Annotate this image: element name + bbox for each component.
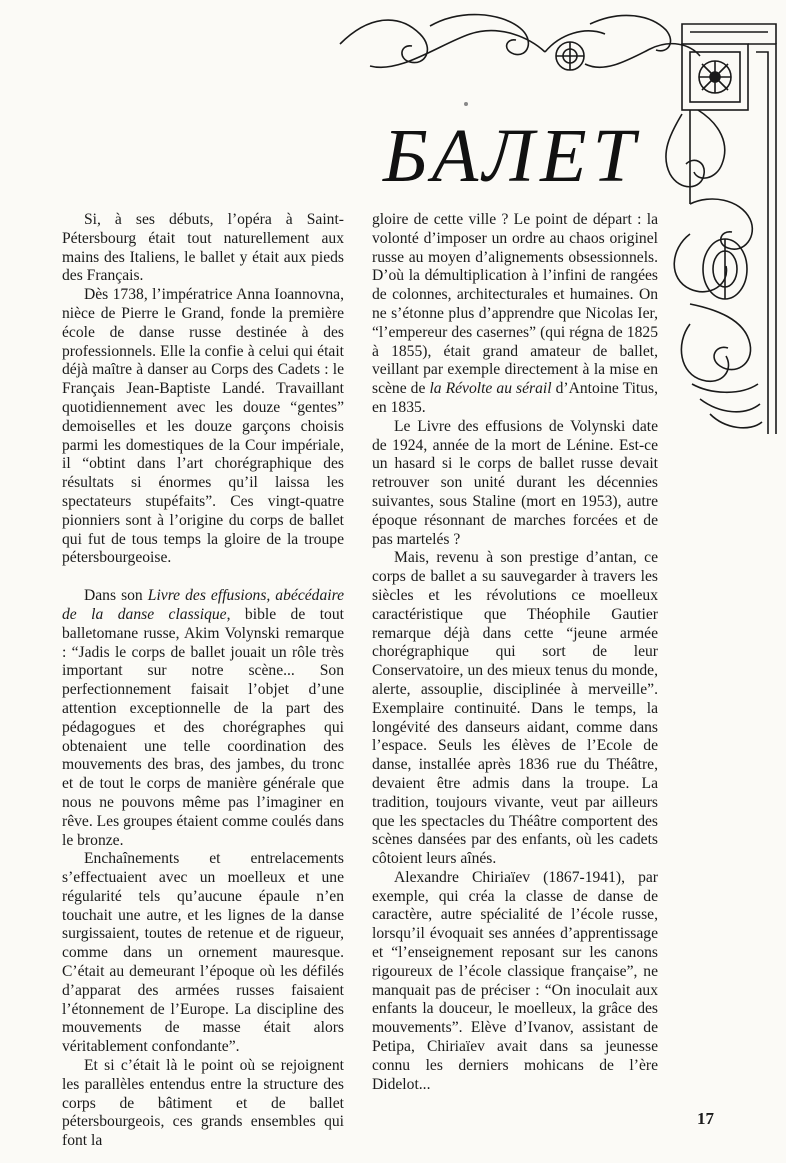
right-text-column: [372, 211, 658, 1094]
paragraph: Le Livre des effusions de Volynski date de 1924, année de la mort de Lénine. Est-ce un hasard si le corps de ballet russe devait retrouver son unité durant les décennies suivantes, sous Staline (mort en 1953), autre époque résonnant de marches forcées et de pas martelés ?: [372, 417, 658, 548]
paragraph: Et si c’était là le point où se rejoignent les parallèles entendus entre la structure des corps de bâtiment et de ballet pétersbourgeois, ces grands ensembles qui font la: [62, 1057, 344, 1150]
paragraph-text: gloire de cette ville ? Le point de départ : la volonté d’imposer un ordre au chaos originel russe au moyen d’alignements obsessionnels. D’où la démultiplication à l’infini de rangées de colonnes, architecturales et humaines. On ne s’étonne plus d’apprendre que Nicolas Ier, “l’empereur des casernes” (qui régna de 1825 à 1855), était grand amateur de ballet, veillant par exemple directement à la mise en scène de: [372, 211, 658, 398]
paragraph: Mais, revenu à son prestige d’antan, ce corps de ballet a su sauvegarder à travers les siècles et les révolutions ce moelleux caractéristique que Théophile Gautier remarque déjà dans cette “jeune armée chorégraphique qui sort de leur Conservatoire, un des mieux tenus du monde, alerte, assouplie, disciplinée à merveille”. Exemplaire continuité. Dans le temps, la longévité des danseurs aidant, comme dans l’espace. Seuls les élèves de l’Ecole de danse, installée après 1836 rue du Théâtre, devaient être admis dans la troupe. La tradition, toujours vivante, veut par ailleurs que les spectacles du Théâtre comportent des scènes dansées par des enfants, où les cadets côtoient leurs aînés.: [372, 549, 658, 868]
paragraph: [62, 587, 344, 850]
paragraph-text: , bible de tout balletomane russe, Akim Volynski remarque : “Jadis le corps de ballet jouait un rôle très important sur notre scène... Son perfectionnement faisait l’objet d’une attention exceptionnelle de la part des pédagogues et des chorégraphes qui obtenaient une telle coordination des mouvements des bras, des jambes, du tronc et de tout le corps de manière générale que nous ne pouvons même pas l’imaginer en rêve. Les groupes étaient comme coulés dans le bronze.: [62, 605, 344, 849]
paragraph: Si, à ses débuts, l’opéra à Saint-Pétersbourg était tout naturellement aux mains des Italiens, le ballet y était aux pieds des Français.: [62, 211, 344, 285]
paragraph: Dès 1738, l’impératrice Anna Ioannovna, nièce de Pierre le Grand, fonde la première école de danse russe destinée à des professionnels. Elle la confie à celui qui était déjà maître à danser au Corps des Cadets : le Français Jean-Baptiste Landé. Travaillant quotidiennement avec les douze “gentes” demoiselles et les douze garçons choisis parmi les domestiques de la Cour impériale, il “obtint dans l’art chorégraphique des résultats si énormes qu’il laissa les spectateurs stupéfaits”. Ces vingt-quatre pionniers sont à l’origine du corps de ballet qui fut de tous temps la gloire de la troupe pétersbourgeoise.: [62, 286, 344, 567]
paragraph: [372, 211, 658, 418]
left-text-column: [62, 211, 344, 1151]
book-title: Livre des effusions, abécédaire de la danse classique: [62, 587, 344, 623]
work-title: la Révolte au sérail: [429, 380, 552, 398]
page-number: 17: [697, 1109, 714, 1128]
paragraph-text: d’Antoine Titus, en 1835.: [372, 380, 658, 416]
paragraph: Enchaînements et entrelacements s’effectuaient avec un moelleux et une régularité tels qu’aucune épaule n’en touchait une autre, et les lignes de la danse surgissaient, toutes de retenue et de rigueur, comme dans un ornement mauresque. C’était au demeurant l’époque où les défilés d’apparat des armées russes faisaient l’étonnement de l’Europe. La discipline des mouvements de masse était alors véritablement confondante”.: [62, 850, 344, 1056]
paragraph-text: Dans son: [84, 587, 148, 605]
paragraph: Alexandre Chiriaïev (1867-1941), par exemple, qui créa la classe de danse de caractère, autre spécialité de l’école russe, lorsqu’il évoquait ses années d’apprentissage et “l’enseignement reposant sur les canons rigoureux de l’école classique française”, ne manquait pas de préciser : “On inoculait aux enfants la douceur, le moelleux, la grâce des mouvements”. Elève d’Ivanov, assistant de Petipa, Chiriaïev avait dans sa jeunesse connu les derniers mohicans de l’ère Didelot...: [372, 868, 658, 1093]
page-title: БАЛЕТ: [383, 114, 641, 198]
